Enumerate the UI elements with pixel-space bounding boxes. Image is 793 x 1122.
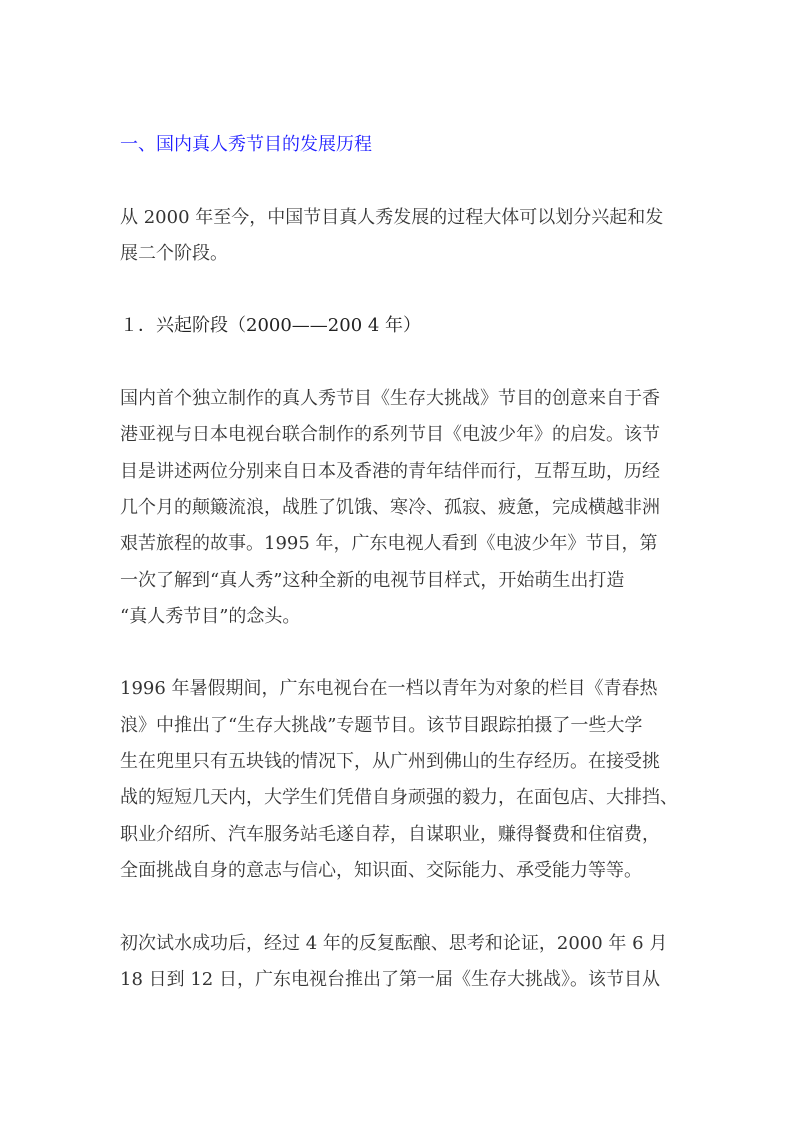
text-line: 18 日到 12 日，广东电视台推出了第一届《生存大挑战》。该节目从 <box>120 968 660 990</box>
spacer <box>120 163 680 199</box>
text-line: 艰苦旅程的故事。1995 年，广东电视人看到《电波少年》节目，第 <box>120 533 658 555</box>
text-line: 职业介绍所、汽车服务站毛遂自荐，自谋职业，赚得餐费和住宿费， <box>120 823 660 845</box>
spacer <box>120 889 680 925</box>
text-line: 1996 年暑假期间，广东电视台在一档以青年为对象的栏目《青春热 <box>120 678 658 700</box>
paragraph-2000 <box>120 926 680 999</box>
text-line: 展二个阶段。 <box>120 242 228 264</box>
paragraph-intro <box>120 200 680 273</box>
text-line: 战的短短几天内，大学生们凭借自身顽强的毅力，在面包店、大排挡、 <box>120 787 678 809</box>
subsection-heading: １．兴起阶段（2000——200 4 年） <box>120 315 422 337</box>
text-line: 初次试水成功后，经过 4 年的反复酝酿、思考和论证，2000 年 6 月 <box>120 932 668 954</box>
text-line: 目是讲述两位分别来自日本及香港的青年结伴而行，互帮互助，历经 <box>120 460 660 482</box>
text-line: 港亚视与日本电视台联合制作的系列节目《电波少年》的启发。该节 <box>120 424 660 446</box>
text-line: 生在兜里只有五块钱的情况下，从广州到佛山的生存经历。在接受挑 <box>120 751 660 773</box>
spacer <box>120 635 680 671</box>
text-line: 全面挑战自身的意志与信心，知识面、交际能力、承受能力等等。 <box>120 859 642 881</box>
text-line: “真人秀节目”的念头。 <box>120 605 301 627</box>
text-line: 国内首个独立制作的真人秀节目《生存大挑战》节目的创意来自于香 <box>120 388 660 410</box>
paragraph-origin <box>120 381 680 635</box>
section-heading: 一、国内真人秀节目的发展历程 <box>120 134 372 155</box>
document-page <box>120 127 680 998</box>
spacer <box>120 345 680 381</box>
text-line: 浪》中推出了“生存大挑战”专题节目。该节目跟踪拍摄了一些大学 <box>120 714 643 736</box>
spacer <box>120 272 680 308</box>
text-line: 一次了解到“真人秀”这种全新的电视节目样式，开始萌生出打造 <box>120 569 625 591</box>
paragraph-1996 <box>120 671 680 889</box>
text-line: 几个月的颠簸流浪，战胜了饥饿、寒冷、孤寂、疲惫，完成横越非洲 <box>120 496 660 518</box>
text-line: 从 2000 年至今，中国节目真人秀发展的过程大体可以划分兴起和发 <box>120 206 664 228</box>
